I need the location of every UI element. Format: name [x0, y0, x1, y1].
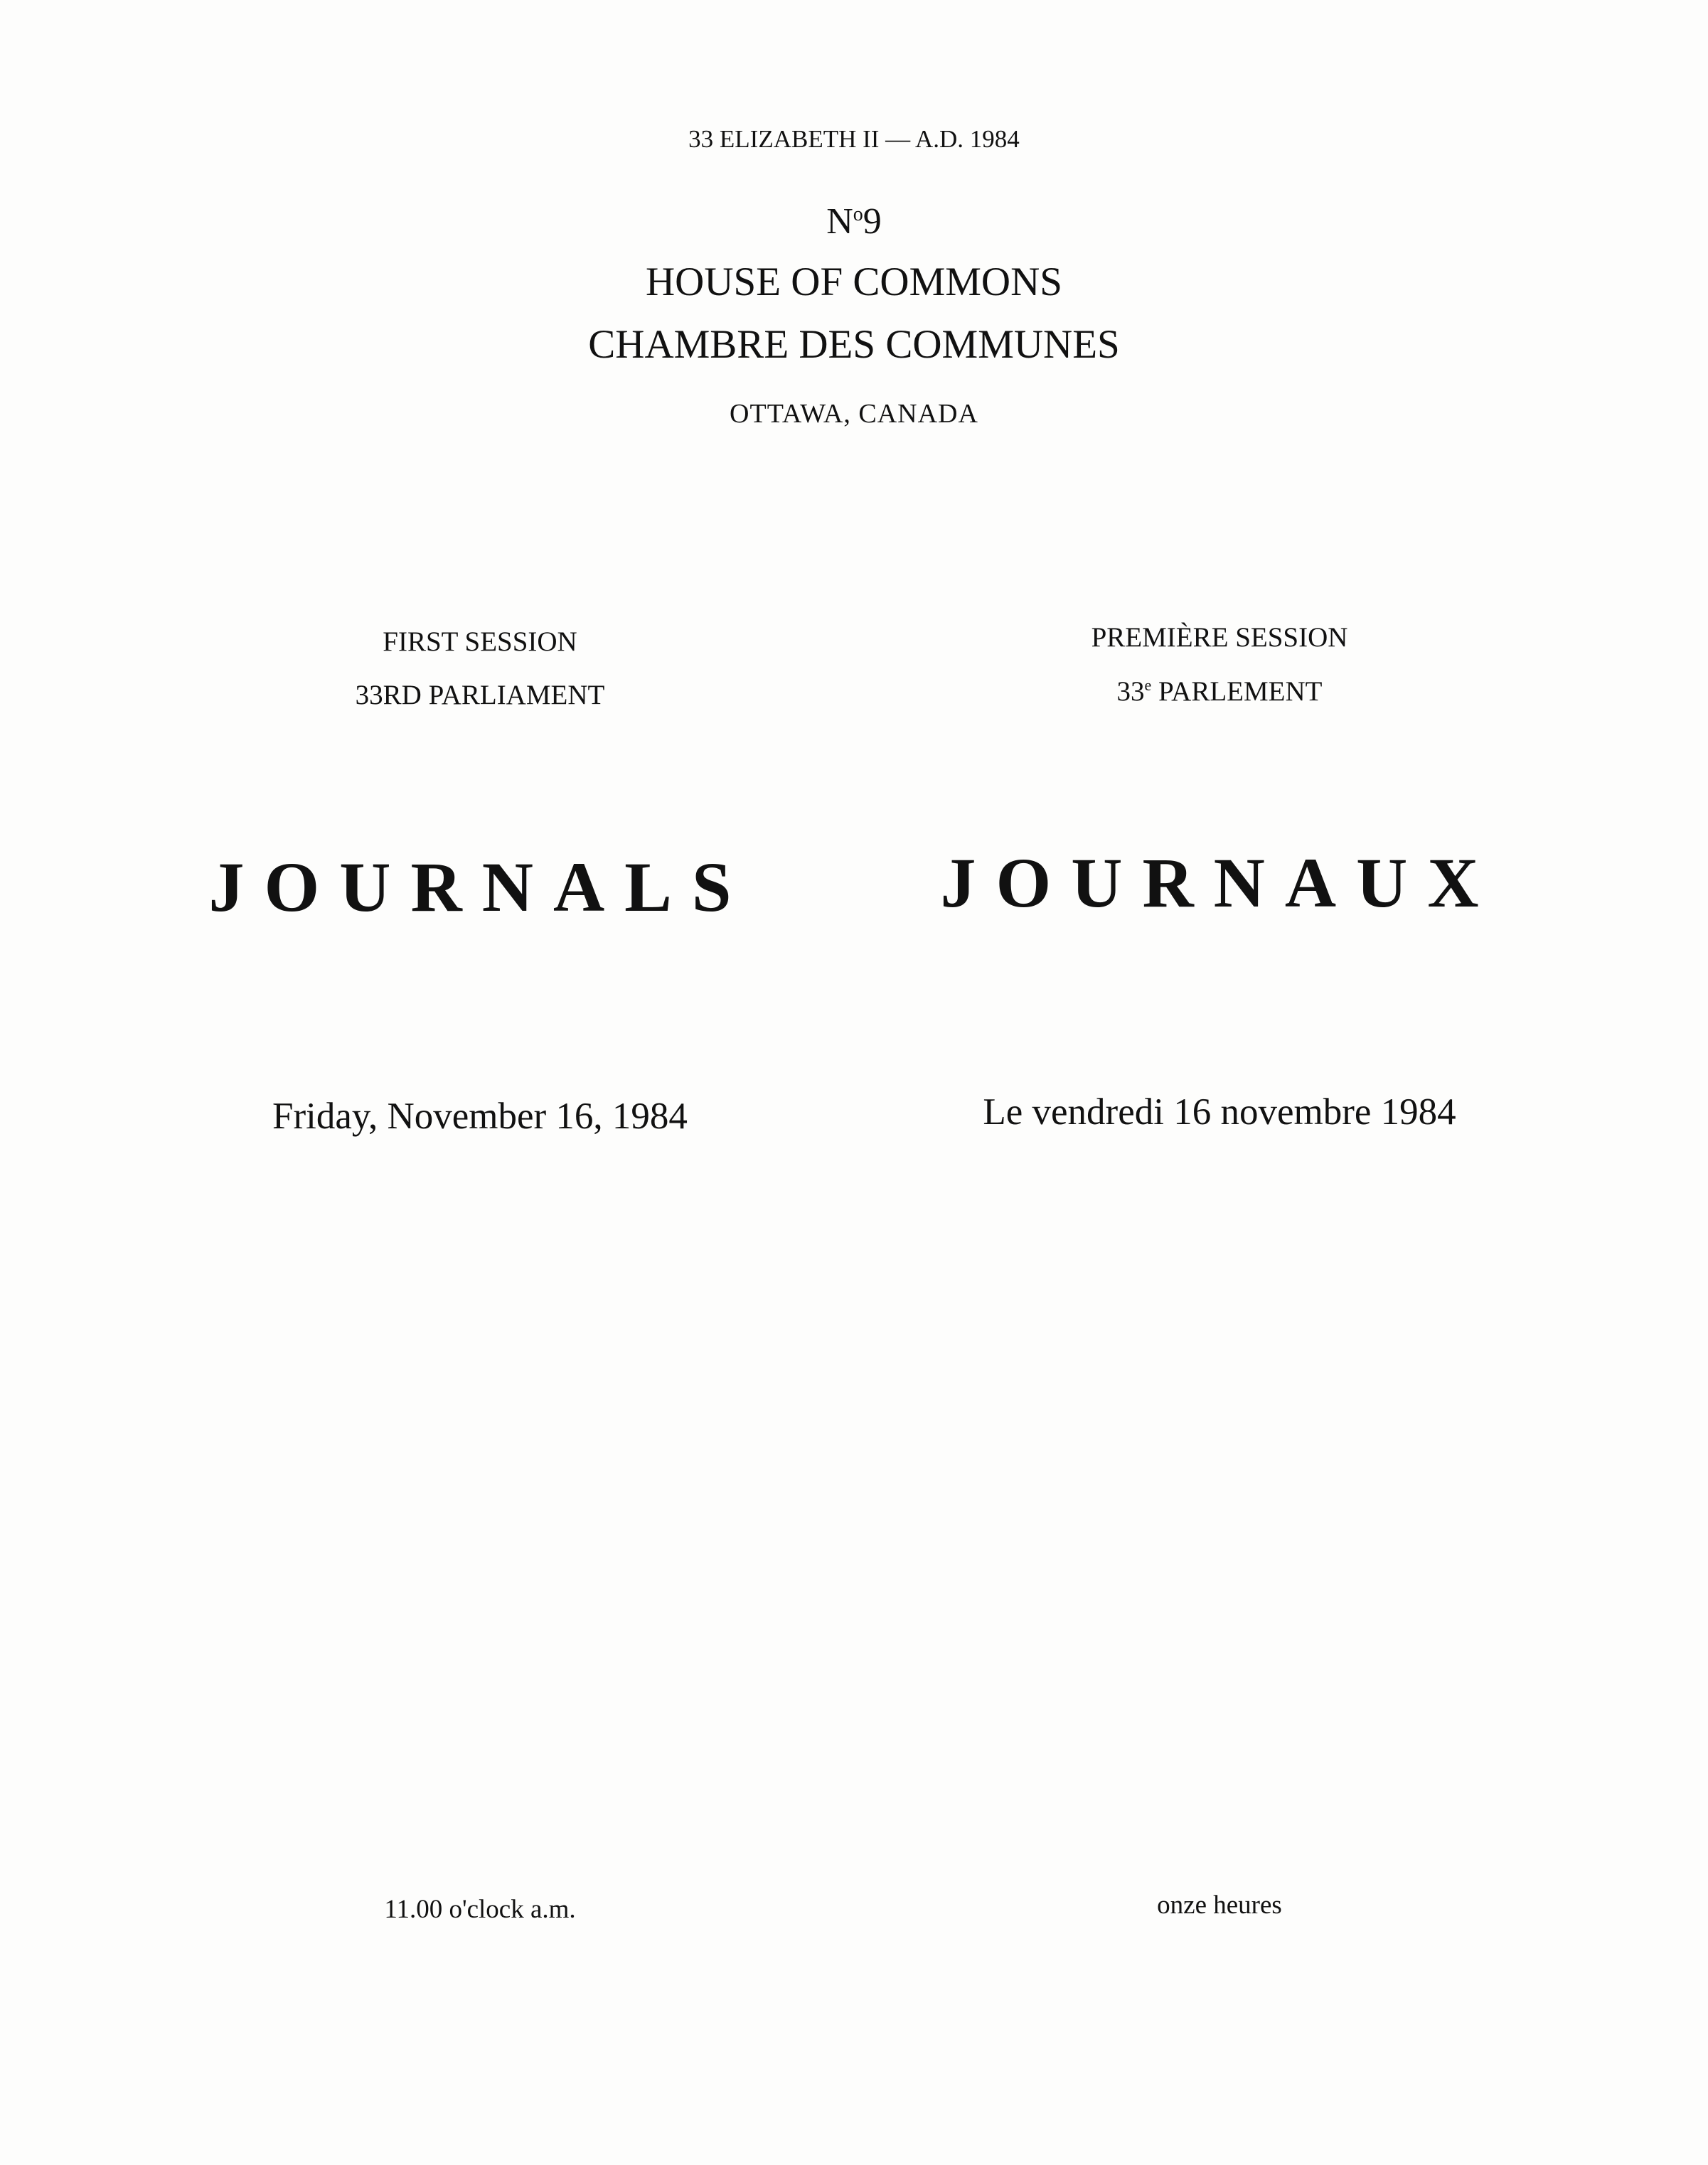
journal-number	[0, 201, 1708, 242]
regnal-year: 33 ELIZABETH II — A.D. 1984	[688, 125, 1020, 153]
city-line: OTTAWA, CANADA	[730, 399, 978, 429]
session-french: PREMIÈRE SESSION	[1091, 622, 1348, 653]
parliament-french	[839, 675, 1600, 707]
time-french: onze heures	[1157, 1891, 1282, 1920]
date-french: Le vendredi 16 novembre 1984	[983, 1091, 1456, 1133]
parliament-number: 33	[1116, 676, 1145, 707]
title-french: JOURNAUX	[940, 843, 1499, 922]
number-prefix: N	[826, 201, 853, 242]
date-english: Friday, November 16, 1984	[272, 1096, 688, 1137]
parliament-english: 33RD PARLIAMENT	[355, 680, 605, 710]
number-superscript: o	[853, 203, 863, 225]
time-english: 11.00 o'clock a.m.	[384, 1895, 576, 1924]
title-english: JOURNALS	[208, 848, 752, 926]
number-value: 9	[863, 201, 882, 242]
parliament-word: PARLEMENT	[1151, 676, 1323, 707]
session-english: FIRST SESSION	[383, 626, 577, 657]
parliament-superscript: e	[1144, 676, 1152, 694]
house-name-english: HOUSE OF COMMONS	[646, 260, 1062, 304]
house-name-french: CHAMBRE DES COMMUNES	[588, 322, 1120, 367]
